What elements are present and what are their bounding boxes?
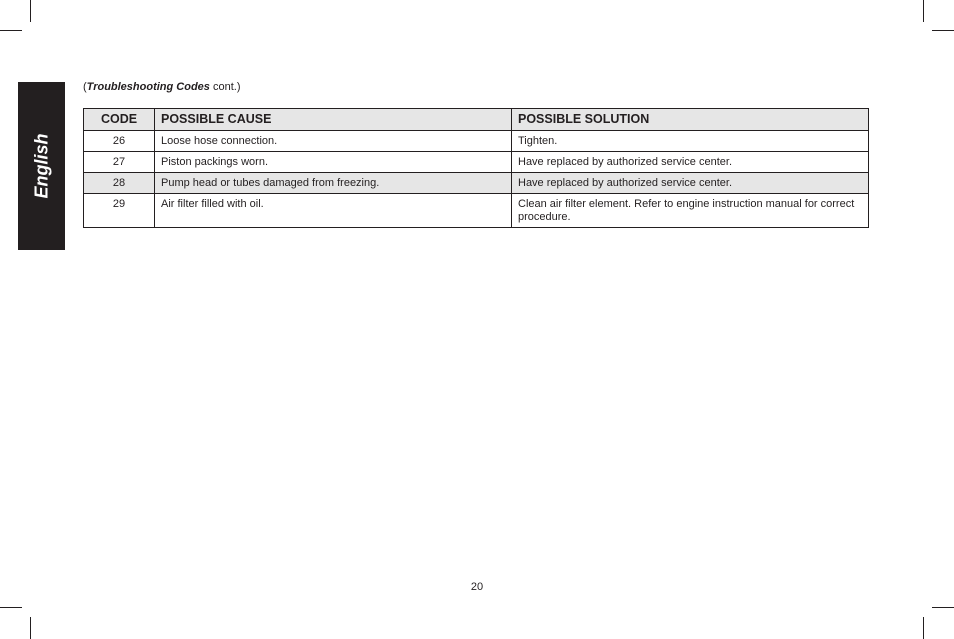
language-label: English [31,133,51,199]
crop-mark [932,607,954,608]
table-row [84,131,869,152]
table-row [84,173,869,194]
crop-mark [923,0,924,22]
table-row [84,152,869,173]
cell-cause: Piston packings worn. [155,152,512,173]
cell-solution: Have replaced by authorized service center. [512,152,869,173]
crop-mark [923,617,924,639]
cell-cause: Air filter filled with oil. [155,194,512,228]
cell-solution: Clean air filter element. Refer to engine instruction manual for correct procedure. [512,194,869,228]
header-possible-cause: POSSIBLE CAUSE [155,109,512,131]
crop-mark [30,0,31,22]
cell-code: 27 [84,152,155,173]
crop-mark [0,30,22,31]
crop-mark [932,30,954,31]
crop-mark [0,607,22,608]
note-open-paren: ( [83,81,87,93]
cell-code: 26 [84,131,155,152]
table-header-row [84,109,869,131]
crop-mark [30,617,31,639]
section-continuation-note [83,81,241,93]
note-section-title: Troubleshooting Codes [86,81,210,93]
header-possible-solution: POSSIBLE SOLUTION [512,109,869,131]
cell-code: 28 [84,173,155,194]
cell-solution: Tighten. [512,131,869,152]
cell-cause: Pump head or tubes damaged from freezing. [155,173,512,194]
table-row [84,194,869,228]
cell-code: 29 [84,194,155,228]
troubleshooting-codes-table [83,108,869,228]
cell-cause: Loose hose connection. [155,131,512,152]
page-number: 20 [470,581,484,593]
language-side-tab [18,82,65,250]
cell-solution: Have replaced by authorized service center. [512,173,869,194]
note-suffix: cont.) [209,81,241,93]
header-code: CODE [84,109,155,131]
